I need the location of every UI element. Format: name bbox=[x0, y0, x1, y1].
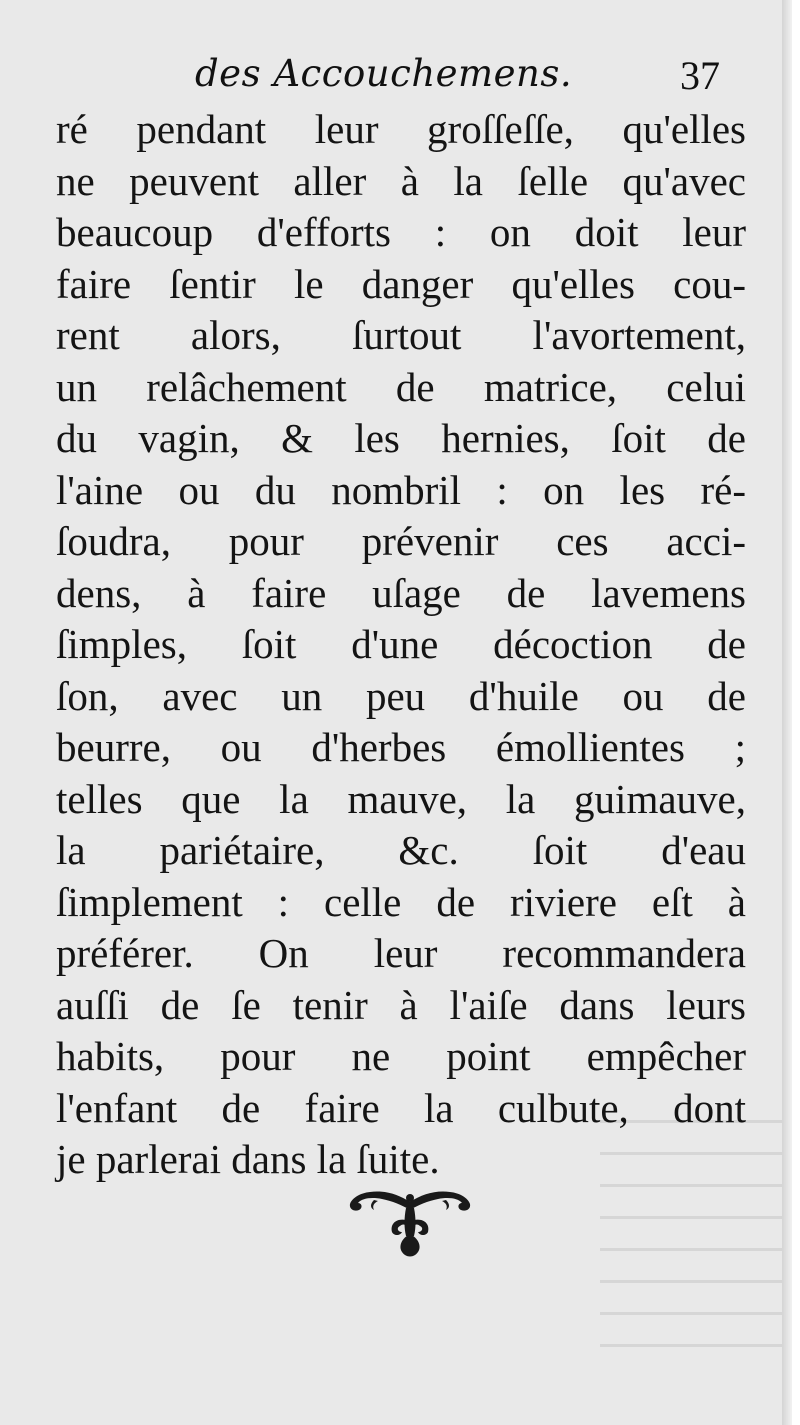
page-number: 37 bbox=[680, 53, 720, 98]
text-line-3: beaucoup d'efforts : on doit leur bbox=[56, 209, 746, 255]
text-line-5: rent alors, ſurtout l'avortement, bbox=[56, 312, 746, 358]
body-text bbox=[56, 104, 746, 1186]
text-line-20: l'enfant de faire la culbute, dont bbox=[56, 1084, 746, 1131]
text-line-15: la pariétaire, &c. ſoit d'eau bbox=[56, 827, 746, 873]
text-line-16: ſimplement : celle de riviere eſt à bbox=[56, 878, 746, 925]
text-line-12: ſon, avec un peu d'huile ou de bbox=[56, 672, 746, 719]
text-line-21: je parlerai dans la ſuite. bbox=[56, 1136, 440, 1182]
text-line-11: ſimples, ſoit d'une décoction de bbox=[56, 621, 746, 667]
text-line-8: l'aine ou du nombril : on les ré- bbox=[56, 466, 746, 513]
text-line-10: dens, à faire uſage de lavemens bbox=[56, 569, 746, 616]
text-line-19: habits, pour ne point empêcher bbox=[56, 1033, 746, 1079]
text-line-2: ne peuvent aller à la ſelle qu'avec bbox=[56, 157, 746, 204]
text-line-6: un relâchement de matrice, celui bbox=[56, 363, 746, 410]
text-line-17: préférer. On leur recommandera bbox=[56, 930, 746, 976]
running-title: des Accouchemens. bbox=[195, 52, 573, 95]
show-through-shadow bbox=[600, 1120, 790, 1360]
text-line-1: ré pendant leur groſſeſſe, qu'elles bbox=[56, 106, 746, 152]
text-line-9: ſoudra, pour prévenir ces acci- bbox=[56, 518, 746, 564]
text-line-7: du vagin, & les hernies, ſoit de bbox=[56, 415, 746, 461]
text-line-13: beurre, ou d'herbes émollientes ; bbox=[56, 724, 746, 770]
fleuron-ornament-icon bbox=[340, 1180, 480, 1260]
running-head bbox=[0, 52, 792, 102]
text-line-14: telles que la mauve, la guimauve, bbox=[56, 775, 746, 822]
text-line-18: auſſi de ſe tenir à l'aiſe dans leurs bbox=[56, 981, 746, 1028]
text-line-4: faire ſentir le danger qu'elles cou- bbox=[56, 260, 746, 307]
